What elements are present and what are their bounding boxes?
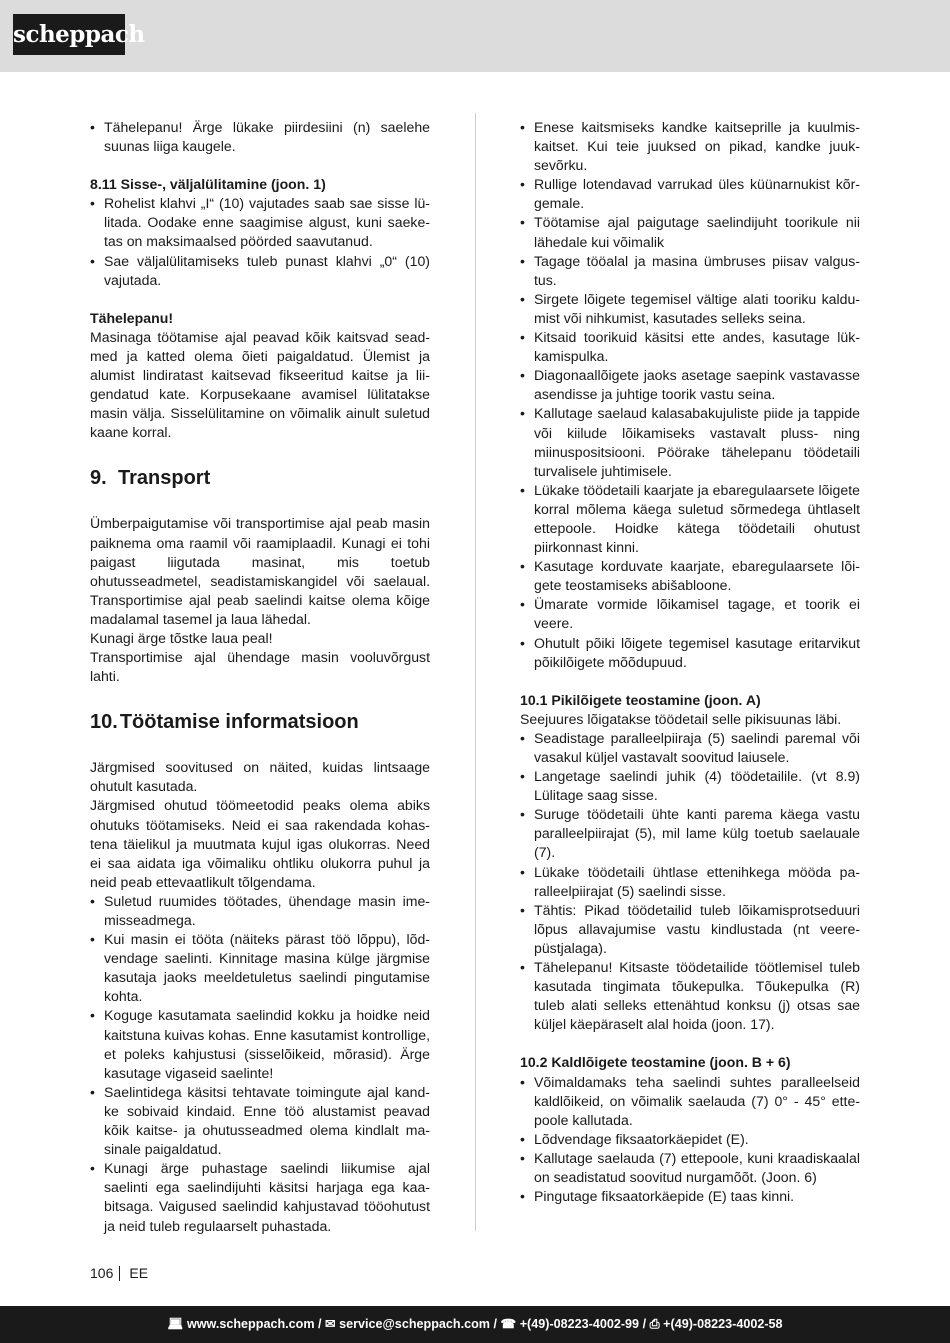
list-item: • Töötamise ajal paigutage saelindijuht toorikule nii lähedale kui võimalik xyxy=(520,213,860,251)
phone-number[interactable]: +(49)-08223-4002-99 xyxy=(519,1317,640,1331)
section-9-title: Transport xyxy=(118,467,211,490)
contact-separator: / xyxy=(639,1317,650,1331)
language-code: EE xyxy=(129,1265,149,1281)
section-10-title: Töötamise informatsioon xyxy=(119,711,359,734)
list-item: • Diagonaallõigete jaoks asetage saepink vastavasse asendisse ja juhtige toorik vastu seina. xyxy=(520,366,860,404)
email-link[interactable]: service@scheppach.com xyxy=(339,1317,490,1331)
section-10-heading xyxy=(90,710,430,734)
page-footer xyxy=(90,1264,148,1282)
telephone-icon: ☎︎ xyxy=(500,1317,517,1331)
list-item: • Kunagi ärge puhastage saelindi liikumise ajal saelinti ega saelindijuhti käsitsi harjaga ega kaabitsaga. Vaigused saelindid kahjustavad tööohutust ja neid tuleb regulaarselt puhastada. xyxy=(90,1159,430,1235)
laptop-icon: 💻︎ xyxy=(167,1317,184,1331)
top-header-bar xyxy=(0,0,950,72)
section-8-11-heading: 8.11 Sisse-, väljalülitamine (joon. 1) xyxy=(90,176,326,193)
fax-icon: ⎙ xyxy=(649,1317,660,1331)
section-10-2-list xyxy=(520,1073,860,1207)
contact-separator: / xyxy=(314,1317,326,1331)
section-9-number: 9. xyxy=(90,467,107,490)
list-item: • Suruge töödetaili ühte kanti parema käega vastu paralleelpiirajat (5), mil lame külg toetub saelauale (7). xyxy=(520,805,860,862)
list-item: • Kallutage saelauda (7) ettepoole, kuni kraadiskaalal on seadistatud soovitud nurgamõõt. (Joon. 6) xyxy=(520,1149,860,1187)
section-10-2-heading: 10.2 Kaldlõigete teostamine (joon. B + 6) xyxy=(520,1054,791,1071)
column-divider xyxy=(475,113,476,1231)
list-item: • Tähtis: Pikad töödetailid tuleb lõikamisprotseduuri lõpus allavajumise vastu kindlustada (nt veere-püstjalaga). xyxy=(520,901,860,958)
list-item: • Tagage tööalal ja masina ümbruses piisav valgustus. xyxy=(520,252,860,290)
list-item: • Sae väljalülitamiseks tuleb punast klahvi „0“ (10) vajutada. xyxy=(90,252,430,290)
right-column xyxy=(520,118,860,1206)
section-10-1-heading: 10.1 Pikilõigete teostamine (joon. A) xyxy=(520,691,761,708)
list-item: • Lükake töödetaili ühtlase ettenihkega mööda paralleelpiirajat (5) saelindi sisse. xyxy=(520,863,860,901)
list-item: • Kallutage saelaud kalasabakujuliste piide ja tappide või kiilude lõikamiseks vastavalt pluss- ning miinuspositsiooni. Pöörake tähelepanu töödetaili turvalisele juhtimisele. xyxy=(520,404,860,480)
list-item: • Kasutage korduvate kaarjate, ebaregulaarsete lõigete teostamiseks abišabloone. xyxy=(520,557,860,595)
list-item: • Võimaldamaks teha saelindi suhtes paralleelseid kaldlõikeid, on võimalik saelauda (7) 0° - 45° ettepoole kallutada. xyxy=(520,1073,860,1130)
section-10-1-intro: Seejuures lõigatakse töödetail selle pikisuunas läbi. xyxy=(520,710,842,727)
left-column xyxy=(90,118,430,1236)
scheppach-logo: scheppach xyxy=(13,14,125,55)
list-item: • Tähelepanu! Kitsaste töödetailide töötlemisel tuleb kasutada tingimata tõukepulka. Tõukepulka (R) tuleb alati selleks ettenähtud konksu (j) otsas sae küljel käepäraselt alal hoida (joon. 17). xyxy=(520,958,860,1034)
intro-bullet-list xyxy=(90,118,430,156)
section-8-11-list xyxy=(90,194,430,289)
website-link[interactable]: www.scheppach.com xyxy=(186,1317,315,1331)
warning-paragraph: Masinaga töötamise ajal peavad kõik kaitsvad seadmed ja katted olema õieti paigaldatud. Ülemist ja alumist lindiratast kaitsevad fikseeritud kaitse ja liigendatud kate. Korpusekaane avamisel lülitatakse masin välja. Sisselülitamine on võimalik ainult suletud kaane korral. xyxy=(90,328,430,441)
list-item: • Ohutult põiki lõigete tegemisel kasutage eritarvikut põikilõigete mõõdupuud. xyxy=(520,634,860,672)
list-item: • Enese kaitsmiseks kandke kaitseprille ja kuulmiskaitset. Kui teie juuksed on pikad, kandke juuksevõrku. xyxy=(520,118,860,175)
list-item: • Koguge kasutamata saelindid kokku ja hoidke neid kaitstuna kuivas kohas. Enne kasutamist kontrollige, et poleks kahjustusi (sisselõikeid, mõrasid). Ärge kasutage vigaseid saelinte! xyxy=(90,1006,430,1082)
list-item: • Suletud ruumides töötades, ühendage masin imemisseadmega. xyxy=(90,892,430,930)
info-paragraph: Järgmised ohutud töömeetodid peaks olema abiks ohutuks töötamiseks. Neid ei saa rakendada kohastena täielikul ja muutmata kujul igas olukorras. Need ei saa aidata iga võimaliku ohtliku olukorra puhul ja neid peab ettevaatlikult tõlgendama. xyxy=(90,797,430,890)
list-item: • Rohelist klahvi „I“ (10) vajutades saab sae sisse lülitada. Oodake enne saagimise algust, kuni saeketas on maksimaalsed pöörded saavutanud. xyxy=(90,194,430,251)
list-item: • Lõdvendage fiksaatorkäepidet (E). xyxy=(520,1130,860,1149)
safety-bullet-list xyxy=(520,118,860,672)
list-item: • Tähelepanu! Ärge lükake piirdesiini (n) saelehe suunas liiga kaugele. xyxy=(90,118,430,156)
list-item: • Rullige lotendavad varrukad üles küünarnukist kõrgemale. xyxy=(520,175,860,213)
list-item: • Seadistage paralleelpiiraja (5) saelindi paremal või vasakul küljel vastavalt soovitud laiusele. xyxy=(520,729,860,767)
list-item: • Lükake töödetaili kaarjate ja ebaregulaarsete lõigete korral mõlema käega suletud sõrmedega ühtlaselt ettepoole. Hoidke kätega töödetaili ohutust piirkonnast kinni. xyxy=(520,481,860,557)
transport-paragraph: Kunagi ärge tõstke laua peal! xyxy=(90,629,273,646)
list-item: • Ümarate vormide lõikamisel tagage, et toorik ei veere. xyxy=(520,595,860,633)
page-number: 106 xyxy=(90,1265,114,1281)
list-item: • Saelintidega käsitsi tehtavate toimingute ajal kandke sobivaid kindaid. Enne töö alustamist peavad kõik kaitse- ja ohutusseadmed olema kindlalt masinale paigaldatud. xyxy=(90,1083,430,1159)
list-item: • Sirgete lõigete tegemisel vältige alati tooriku kaldumist või nihkumist, kasutades selleks seina. xyxy=(520,290,860,328)
transport-paragraph: Ümberpaigutamise või transportimise ajal peab masin paiknema oma raamil või raamiplaadil. Kunagi ei tohi paigast liigutada masinat, mis toetub ohutusseadmetel, seadistamiskangidel või saelaual. Transportimise ajal peab saelindi kaitse olema kõige madalamal tasemel ja laua lähedal. xyxy=(90,515,430,627)
section-10-1-list xyxy=(520,729,860,1035)
list-item: • Kitsaid toorikuid käsitsi ette andes, kasutage lükkamispulka. xyxy=(520,328,860,366)
contact-separator: / xyxy=(490,1317,501,1331)
section-10-number: 10. xyxy=(90,711,118,734)
section-9-heading xyxy=(90,466,430,490)
list-item: • Pingutage fiksaatorkäepide (E) taas kinni. xyxy=(520,1187,860,1206)
section-10-list xyxy=(90,892,430,1236)
footer-separator xyxy=(119,1266,120,1281)
list-item: • Kui masin ei tööta (näiteks pärast töö lõppu), lõdvendage saelinti. Kinnitage masina külge järgmise kasutaja jaoks meeldetuletus saelindi pingutamise kohta. xyxy=(90,930,430,1006)
envelope-icon: ✉︎ xyxy=(325,1317,336,1331)
info-paragraph: Järgmised soovitused on näited, kuidas lintsaage ohutult kasutada. xyxy=(90,759,430,795)
contact-bar xyxy=(0,1306,950,1343)
fax-number: +(49)-08223-4002-58 xyxy=(663,1317,783,1331)
list-item: • Langetage saelindi juhik (4) töödetailile. (vt 8.9) Lülitage saag sisse. xyxy=(520,767,860,805)
transport-paragraph: Transportimise ajal ühendage masin vooluvõrgust lahti. xyxy=(90,649,430,685)
warning-heading: Tähelepanu! xyxy=(90,309,174,326)
